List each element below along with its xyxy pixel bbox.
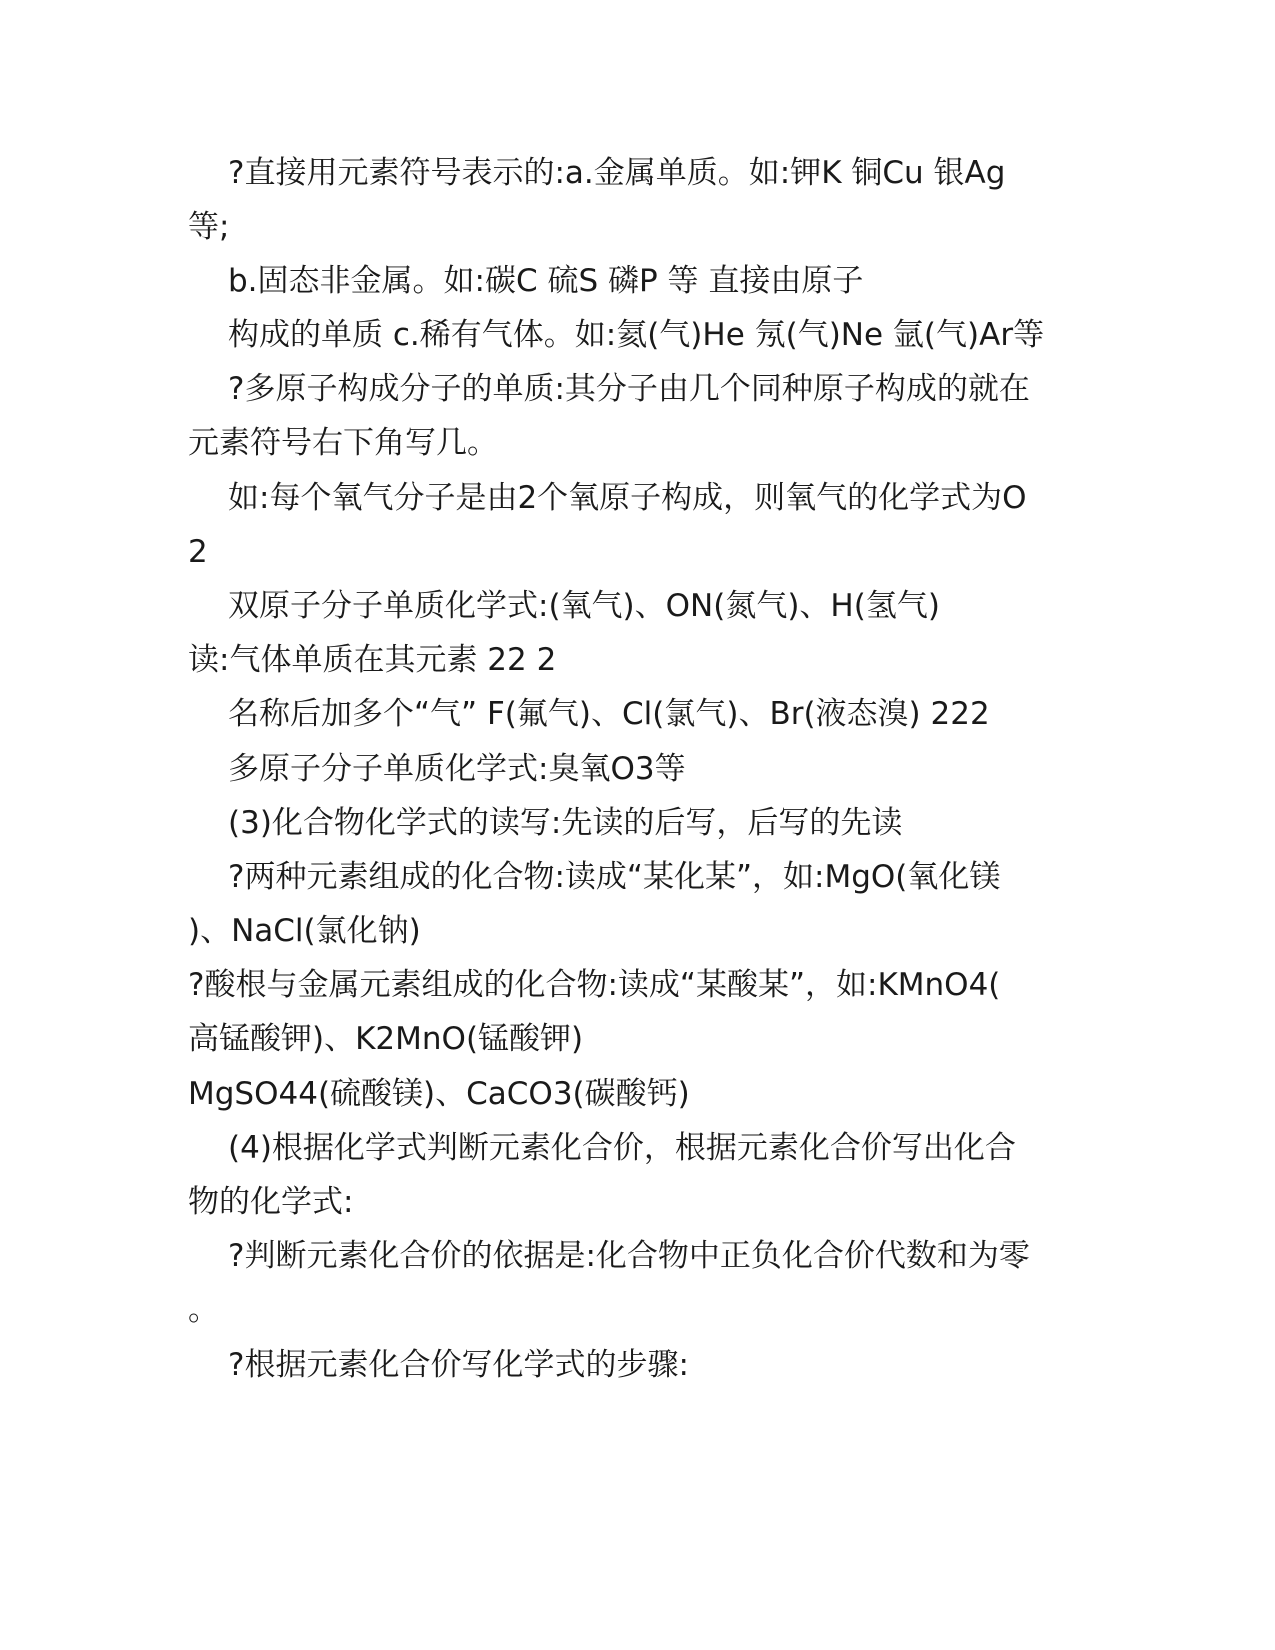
text-line: 双原子分子单质化学式:(氧气)、ON(氮气)、H(氢气)	[228, 588, 940, 624]
text-line: 2	[188, 534, 208, 570]
text-line: ?两种元素组成的化合物:读成“某化某”，如:MgO(氧化镁	[228, 859, 1001, 895]
text-line: 如:每个氧气分子是由2个氧原子构成，则氧气的化学式为O	[228, 480, 1027, 516]
text-line: ?直接用元素符号表示的:a.金属单质。如:钾K 铜Cu 银Ag	[228, 155, 1006, 191]
text-line: 高锰酸钾)、K2MnO(锰酸钾)	[188, 1021, 584, 1057]
text-line: ?酸根与金属元素组成的化合物:读成“某酸某”，如:KMnO4(	[188, 967, 1001, 1003]
text-line: 构成的单质 c.稀有气体。如:氦(气)He 氖(气)Ne 氩(气)Ar等	[228, 317, 1045, 353]
text-line: MgSO44(硫酸镁)、CaCO3(碳酸钙)	[188, 1076, 690, 1112]
text-line: (4)根据化学式判断元素化合价，根据元素化合价写出化合	[228, 1130, 1016, 1166]
text-line: 读:气体单质在其元素 22 2	[188, 642, 557, 678]
text-line: 等;	[188, 209, 230, 245]
text-line: 名称后加多个“气” F(氟气)、Cl(氯气)、Br(液态溴) 222	[228, 696, 990, 732]
text-line: )、NaCl(氯化钠)	[188, 913, 421, 949]
text-line: ?根据元素化合价写化学式的步骤:	[228, 1347, 689, 1383]
text-line: 元素符号右下角写几。	[188, 425, 498, 461]
text-line: 。	[188, 1292, 219, 1328]
text-line: ?多原子构成分子的单质:其分子由几个同种原子构成的就在	[228, 371, 1030, 407]
text-line: 多原子分子单质化学式:臭氧O3等	[228, 751, 686, 787]
text-line: b.固态非金属。如:碳C 硫S 磷P 等 直接由原子	[228, 263, 864, 299]
text-line: ?判断元素化合价的依据是:化合物中正负化合价代数和为零	[228, 1238, 1030, 1274]
text-line: 物的化学式:	[188, 1184, 354, 1220]
text-line: (3)化合物化学式的读写:先读的后写，后写的先读	[228, 805, 903, 841]
